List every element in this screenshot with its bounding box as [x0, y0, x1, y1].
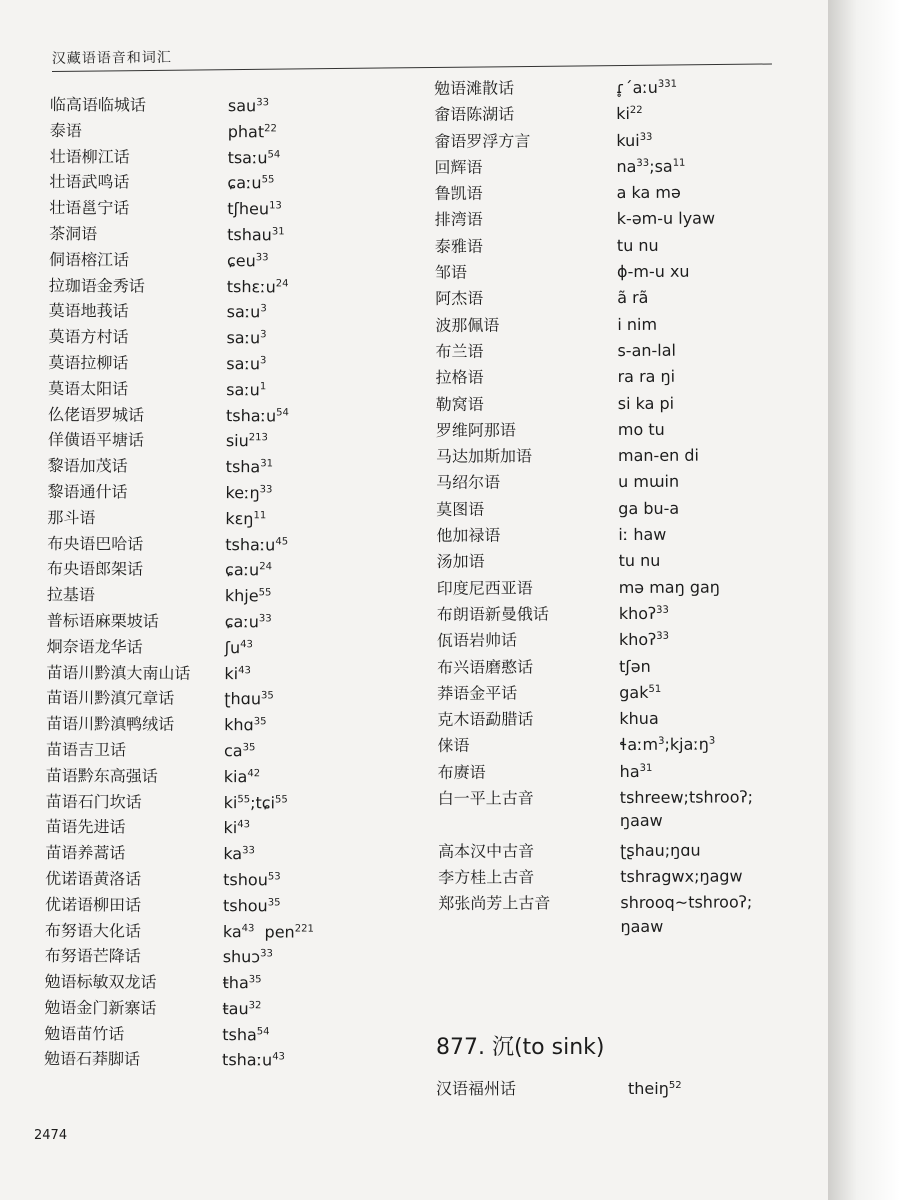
entry-language: 临高语临城话 — [49, 94, 146, 115]
entry-form: tshou$^{53}$ — [223, 869, 281, 890]
entry-form: tshou$^{35}$ — [222, 895, 281, 916]
entry-language: 莽语金平话 — [437, 683, 518, 703]
entry-row — [46, 685, 386, 713]
entry-form: i nim — [617, 314, 658, 334]
entry-language: 郑张尚芳上古音 — [438, 893, 551, 914]
entry-language: 马达加斯加语 — [435, 446, 533, 467]
entry-row — [47, 582, 387, 610]
entry-form: khje$^{55}$ — [224, 586, 272, 606]
entry-language: 佯僙语平塘话 — [47, 430, 144, 450]
entry-row — [47, 556, 387, 584]
entry-language: 勉语石莽脚话 — [44, 1049, 141, 1070]
entry-language: 畲语罗浮方言 — [434, 131, 531, 151]
entry-row — [50, 92, 390, 120]
entry-row — [46, 711, 386, 739]
entry-form: u mɯin — [618, 472, 680, 492]
entry-row — [436, 521, 786, 549]
entry-form: gak$^{51}$ — [619, 682, 662, 702]
entry-language: 泰雅语 — [434, 236, 483, 256]
entry-row — [46, 660, 386, 688]
entry-row — [437, 653, 787, 681]
entry-row — [436, 469, 786, 497]
entry-row — [48, 427, 388, 455]
entry-form: ŧau$^{32}$ — [222, 998, 262, 1019]
entry-row — [436, 495, 786, 523]
entry-form: tshɛːu$^{24}$ — [226, 276, 289, 296]
entry-row — [435, 206, 785, 234]
entry-form: ŧha$^{35}$ — [222, 973, 262, 993]
entry-language: 印度尼西亚语 — [436, 578, 533, 598]
entry-row — [436, 416, 786, 444]
entry-language: 普标语麻栗坡话 — [46, 610, 159, 631]
entry-row — [47, 608, 387, 636]
entry-language: 布兴语磨憨话 — [437, 657, 534, 677]
entry-form: theiŋ$^{52}$ — [628, 1079, 682, 1098]
entry-row — [44, 969, 384, 997]
entry-row — [438, 863, 788, 891]
entry-language: 邹语 — [434, 262, 468, 283]
entry-form: $ka^{33}$ — [223, 844, 255, 864]
entry-language — [438, 826, 620, 827]
entry-language: 莫语方村话 — [48, 327, 129, 347]
entry-row — [438, 837, 788, 865]
entry-row — [47, 531, 387, 559]
entry-form: ʃu$^{43}$ — [224, 637, 253, 657]
entry-row — [434, 100, 784, 128]
entry-form: mo tu — [617, 419, 665, 439]
entry-row — [435, 179, 785, 207]
entry-form: ʈhɑu$^{35}$ — [224, 689, 274, 709]
entry-language: 布兰语 — [435, 341, 484, 361]
entry-form: s-an-lal — [617, 340, 677, 361]
entry-language: 布央语巴哈话 — [47, 533, 144, 554]
entry-language: 莫语拉柳话 — [48, 352, 129, 373]
entry-form: kui$^{33}$ — [616, 130, 653, 150]
entry-language: 鲁凯语 — [434, 183, 483, 204]
entry-language: 李方桂上古音 — [438, 867, 535, 887]
entry-form: siu$^{213}$ — [225, 431, 268, 451]
section-entry — [436, 1076, 682, 1099]
entry-row — [434, 153, 784, 181]
entry-language: 勉语苗竹话 — [44, 1023, 125, 1044]
entry-language: 苗语川黔滇冗章话 — [46, 688, 175, 709]
entry-language: 佤语岩帅话 — [436, 630, 518, 651]
entry-form: tʃheu$^{13}$ — [227, 199, 282, 219]
entry-row — [45, 840, 385, 868]
entry-row — [48, 324, 388, 352]
entry-language: 波那佩语 — [435, 315, 500, 335]
entry-language: 壮语武鸣话 — [49, 172, 130, 192]
entry-form: $ki^{55};tɕi^{55}$ — [223, 792, 288, 812]
entry-row — [48, 402, 388, 430]
entry-row — [49, 195, 389, 223]
entry-form: phat$^{22}$ — [227, 121, 277, 142]
entry-language: 苗语石门坎话 — [45, 791, 142, 812]
entry-language: 莫语太阳话 — [48, 378, 129, 399]
entry-form: $na^{33};sa^{11}$ — [616, 156, 686, 176]
entry-language: 马绍尔语 — [436, 473, 501, 493]
entry-row — [435, 337, 785, 365]
entry-row — [50, 118, 390, 146]
entry-form: ʈʂhau;ŋɑu — [620, 840, 701, 860]
entry-language: 茶洞语 — [49, 223, 98, 244]
entry-language: 克木语勐腊话 — [437, 709, 534, 730]
entry-form: tshreew;tshrooʔ; — [619, 787, 754, 808]
entry-form: tsaːu$^{54}$ — [227, 147, 281, 167]
page-number: 2474 — [34, 1128, 68, 1143]
entry-language: 勉语滩散话 — [434, 78, 515, 98]
entry-row — [47, 634, 387, 662]
entry-row — [45, 814, 385, 842]
entry-form: shrooq~tshrooʔ; — [620, 892, 753, 913]
entry-form: ŋaaw — [620, 916, 664, 936]
entry-language — [438, 932, 620, 933]
entry-row — [438, 889, 788, 917]
entry-language: 苗语黔东高强话 — [45, 765, 158, 786]
entry-form: kɛŋ$^{11}$ — [225, 508, 267, 529]
entry-form: ɬaːm$^3$;kjaːŋ$^3$ — [619, 734, 716, 755]
entry-form: tsha$^{31}$ — [225, 457, 274, 477]
entry-language: 苗语养蒿话 — [45, 843, 126, 863]
entry-form: kia$^{42}$ — [223, 766, 261, 786]
entry-form: si ka pi — [617, 393, 675, 413]
entry-row — [438, 784, 788, 812]
entry-row — [438, 916, 788, 944]
entry-language: 泰语 — [49, 120, 82, 140]
entry-form: tshaːu$^{45}$ — [225, 534, 289, 554]
entry-language: 畲语陈湖话 — [434, 104, 515, 125]
entry-language: 拉基语 — [46, 585, 96, 605]
entry-row — [435, 232, 785, 260]
entry-row — [49, 298, 389, 326]
entry-form: ɕaːu$^{33}$ — [224, 612, 272, 632]
entry-language: 黎语通什话 — [47, 481, 128, 502]
entry-row — [435, 285, 785, 313]
entry-row — [45, 917, 385, 945]
entry-row — [49, 221, 389, 249]
entry-language: 高本汉中古音 — [438, 841, 535, 861]
entry-language: 布朗语新曼俄话 — [436, 604, 549, 624]
entry-language: 罗维阿那语 — [435, 420, 516, 440]
entry-form: ã rã — [617, 288, 649, 308]
entry-form: keːŋ$^{33}$ — [225, 483, 273, 503]
entry-form: ɾ̥ˊaːu$^{331}$ — [616, 77, 677, 98]
entry-row — [45, 866, 385, 894]
entry-row — [46, 789, 386, 817]
page-edge — [828, 0, 900, 1200]
entry-language: 回辉语 — [434, 157, 483, 177]
entry-form: $ki^{43}$ — [224, 663, 251, 683]
entry-row — [435, 311, 785, 339]
entry-row — [437, 705, 787, 733]
entry-row — [48, 453, 388, 481]
entry-language: 布努语芒降话 — [44, 946, 141, 966]
entry-row — [46, 763, 386, 791]
entry-language: 那斗语 — [47, 507, 96, 528]
entry-language: 布央语郎架话 — [47, 559, 144, 579]
entry-language: 白一平上古音 — [437, 788, 534, 809]
entry-row — [438, 758, 788, 786]
entry-form: tu nu — [616, 235, 659, 255]
running-header: 汉藏语语音和词汇 — [52, 40, 772, 72]
entry-form: sau$^{33}$ — [227, 96, 269, 116]
entry-language: 勉语金门新寨话 — [44, 997, 157, 1018]
entry-form: ɸ-m-u xu — [616, 261, 690, 282]
entry-language: 苗语先进话 — [45, 817, 126, 837]
entry-form: tsha$^{54}$ — [222, 1024, 270, 1044]
entry-language: 阿杰语 — [435, 289, 484, 309]
entry-row — [435, 258, 785, 286]
entry-language: 他加禄语 — [436, 525, 501, 546]
entry-language: 拉格语 — [435, 368, 484, 388]
entry-language: 勒窝语 — [435, 394, 484, 414]
entry-form: ra ra ŋi — [617, 367, 676, 387]
entry-language: 布赓语 — [437, 762, 486, 782]
entry-row — [437, 679, 787, 707]
entry-form: tʃən — [619, 656, 651, 676]
entry-language: 苗语川黔滇大南山话 — [46, 662, 191, 683]
entry-row — [47, 479, 387, 507]
entry-language: 汉语福州话 — [436, 1079, 517, 1098]
entry-row — [437, 574, 787, 602]
entry-language: 苗语川黔滇鸭绒话 — [46, 714, 175, 734]
entry-form: man-en di — [617, 445, 700, 466]
entry-form: $ha^{31}$ — [619, 761, 653, 781]
entry-language: 炯奈语龙华话 — [46, 636, 143, 657]
entry-form: k-əm-u lyaw — [616, 209, 716, 229]
entry-form: a ka mə — [616, 182, 681, 203]
entry-row — [48, 350, 388, 378]
entry-language: 勉语标敏双龙话 — [44, 972, 157, 992]
entry-form: ŋaaw — [619, 811, 663, 831]
entry-form: ɕaːu$^{24}$ — [225, 560, 273, 580]
entry-form: $ka^{43}$ pen$^{221}$ — [222, 921, 314, 942]
entry-row — [48, 376, 388, 404]
right-column — [434, 74, 789, 944]
entry-form: khoʔ$^{33}$ — [618, 630, 670, 650]
entry-form: khoʔ$^{33}$ — [618, 603, 669, 623]
entry-language: 优诺语黄洛话 — [45, 868, 142, 889]
section-heading: 877. 沉(to sink) — [436, 1035, 605, 1060]
entry-row — [436, 390, 786, 418]
entry-language: 黎语加茂话 — [47, 456, 128, 476]
entry-row — [438, 810, 788, 838]
entry-language: 莫图语 — [436, 499, 485, 519]
entry-form: saːu$^1$ — [226, 379, 267, 400]
entry-language: 排湾语 — [434, 210, 483, 230]
entry-form: tshragwx;ŋagw — [620, 866, 743, 886]
entry-row — [437, 600, 787, 628]
entry-form: khɑ$^{35}$ — [224, 715, 267, 735]
entry-form: khua — [619, 708, 659, 729]
left-column — [44, 92, 390, 1074]
entry-row — [46, 737, 386, 765]
entry-row — [44, 1021, 384, 1049]
entry-language: 汤加语 — [436, 552, 485, 572]
entry-row — [437, 732, 787, 760]
entry-row — [49, 247, 389, 275]
entry-language: 苗语吉卫话 — [45, 739, 127, 760]
entry-row — [436, 363, 786, 391]
entry-form: $ca^{35}$ — [223, 740, 256, 761]
entry-form: tshau$^{31}$ — [227, 225, 285, 245]
entry-row — [47, 505, 387, 533]
entry-form: shuɔ$^{33}$ — [222, 947, 273, 967]
entry-row — [437, 626, 787, 654]
entry-language: 仫佬语罗城话 — [47, 404, 145, 425]
entry-language: 莫语地莪话 — [48, 301, 129, 321]
entry-row — [45, 892, 385, 920]
entry-row — [434, 74, 784, 102]
entry-form: mə maŋ gaŋ — [618, 577, 720, 597]
entry-row — [44, 1046, 384, 1074]
entry-language: 优诺语柳田话 — [44, 894, 142, 915]
entry-form: tshaːu$^{54}$ — [225, 405, 289, 425]
entry-form: $ki^{43}$ — [223, 818, 251, 838]
entry-row — [45, 943, 385, 971]
entry-form: $ki^{22}$ — [616, 104, 643, 124]
entry-form: iː haw — [618, 524, 667, 545]
entry-language: 侗语榕江话 — [48, 249, 130, 270]
entry-row — [436, 548, 786, 576]
entry-row — [49, 169, 389, 197]
entry-form: tu nu — [618, 551, 661, 571]
entry-language: 俫语 — [437, 736, 470, 756]
entry-language: 壮语柳江话 — [49, 146, 130, 167]
entry-form: saːu$^3$ — [226, 328, 267, 348]
entry-language: 布努语大化话 — [44, 920, 141, 941]
entry-row — [49, 273, 389, 301]
entry-language: 壮语邕宁话 — [49, 198, 130, 218]
entry-form: ɕaːu$^{55}$ — [227, 173, 275, 193]
entry-form: ga bu-a — [618, 498, 680, 518]
entry-form: saːu$^3$ — [226, 354, 267, 374]
entry-row — [434, 127, 784, 155]
entry-row — [50, 144, 390, 172]
entry-row — [436, 442, 786, 470]
entry-form: saːu$^3$ — [226, 302, 267, 322]
entry-form: tshaːu$^{43}$ — [222, 1050, 285, 1070]
entry-form: ɕeu$^{33}$ — [226, 250, 269, 271]
entry-language: 拉珈语金秀话 — [48, 275, 145, 296]
entry-row — [44, 995, 384, 1023]
